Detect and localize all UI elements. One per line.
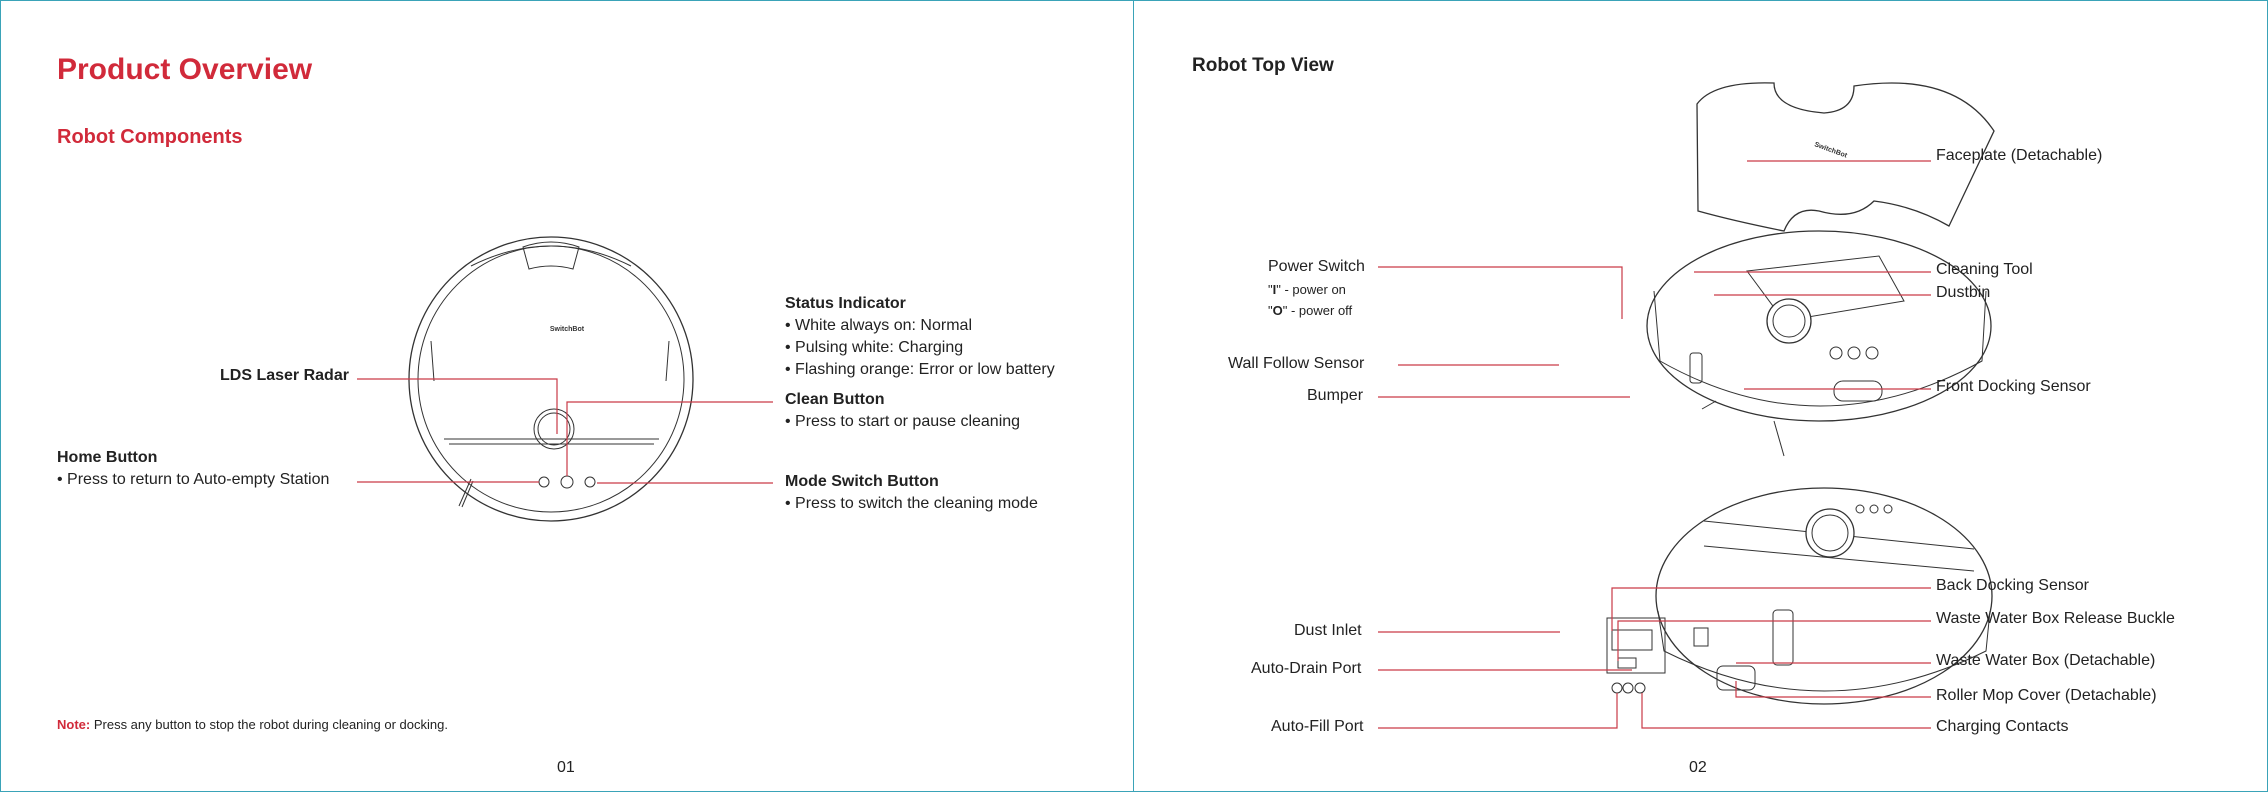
clean-button-label: Clean Button [785,391,885,408]
clean-button-desc: • Press to start or pause cleaning [785,413,1021,430]
waste-box-label: Waste Water Box (Detachable) [1936,652,2156,669]
faceplate-label: Faceplate (Detachable) [1936,147,2103,164]
wall-follow-label: Wall Follow Sensor [1228,355,1365,372]
status-indicator-label: Status Indicator [785,295,906,312]
power-on-note: "I" - power on [1268,282,1346,297]
lds-label: LDS Laser Radar [220,367,349,384]
robot-components-diagram [1,1,1135,793]
page-title: Robot Top View [1192,55,1334,76]
mode-button-label: Mode Switch Button [785,473,939,490]
page-number: 02 [1689,759,1707,776]
auto-fill-label: Auto-Fill Port [1271,718,1364,735]
page-title: Product Overview [57,53,313,86]
power-switch-leader [1378,267,1622,319]
note-label: Note: [57,717,91,732]
page-01 [0,0,1134,792]
home-button-desc: • Press to return to Auto-empty Station [57,471,330,488]
note [57,717,448,732]
back-docking-label: Back Docking Sensor [1936,577,2089,594]
bumper-label: Bumper [1307,387,1364,404]
buckle-label: Waste Water Box Release Buckle [1936,610,2175,627]
home-button-label: Home Button [57,449,158,466]
power-off-note: "O" - power off [1268,303,1353,318]
auto-drain-label: Auto-Drain Port [1251,660,1362,677]
note-text: Press any button to stop the robot during cleaning or docking. [93,717,448,732]
page-02 [1133,0,2268,792]
auto-fill-leader [1378,693,1617,728]
status-line-2: • Pulsing white: Charging [785,339,964,356]
roller-mop-label: Roller Mop Cover (Detachable) [1936,687,2157,704]
dustbin-label: Dustbin [1936,284,1991,301]
section-title: Robot Components [57,126,243,148]
robot-underside-drawing [1607,488,1992,704]
power-switch-label: Power Switch [1268,258,1365,275]
page-number: 01 [557,759,575,776]
robot-brand-mark: SwitchBot [549,326,585,333]
faceplate-brand: SwitchBot [1813,141,1848,160]
mode-button-desc: • Press to switch the cleaning mode [785,495,1038,512]
front-docking-label: Front Docking Sensor [1936,378,2091,395]
status-line-1: • White always on: Normal [785,317,972,334]
dust-inlet-label: Dust Inlet [1294,622,1362,639]
cleaning-tool-label: Cleaning Tool [1936,261,2033,278]
status-line-3: • Flashing orange: Error or low battery [785,361,1055,378]
charging-label: Charging Contacts [1936,718,2069,735]
